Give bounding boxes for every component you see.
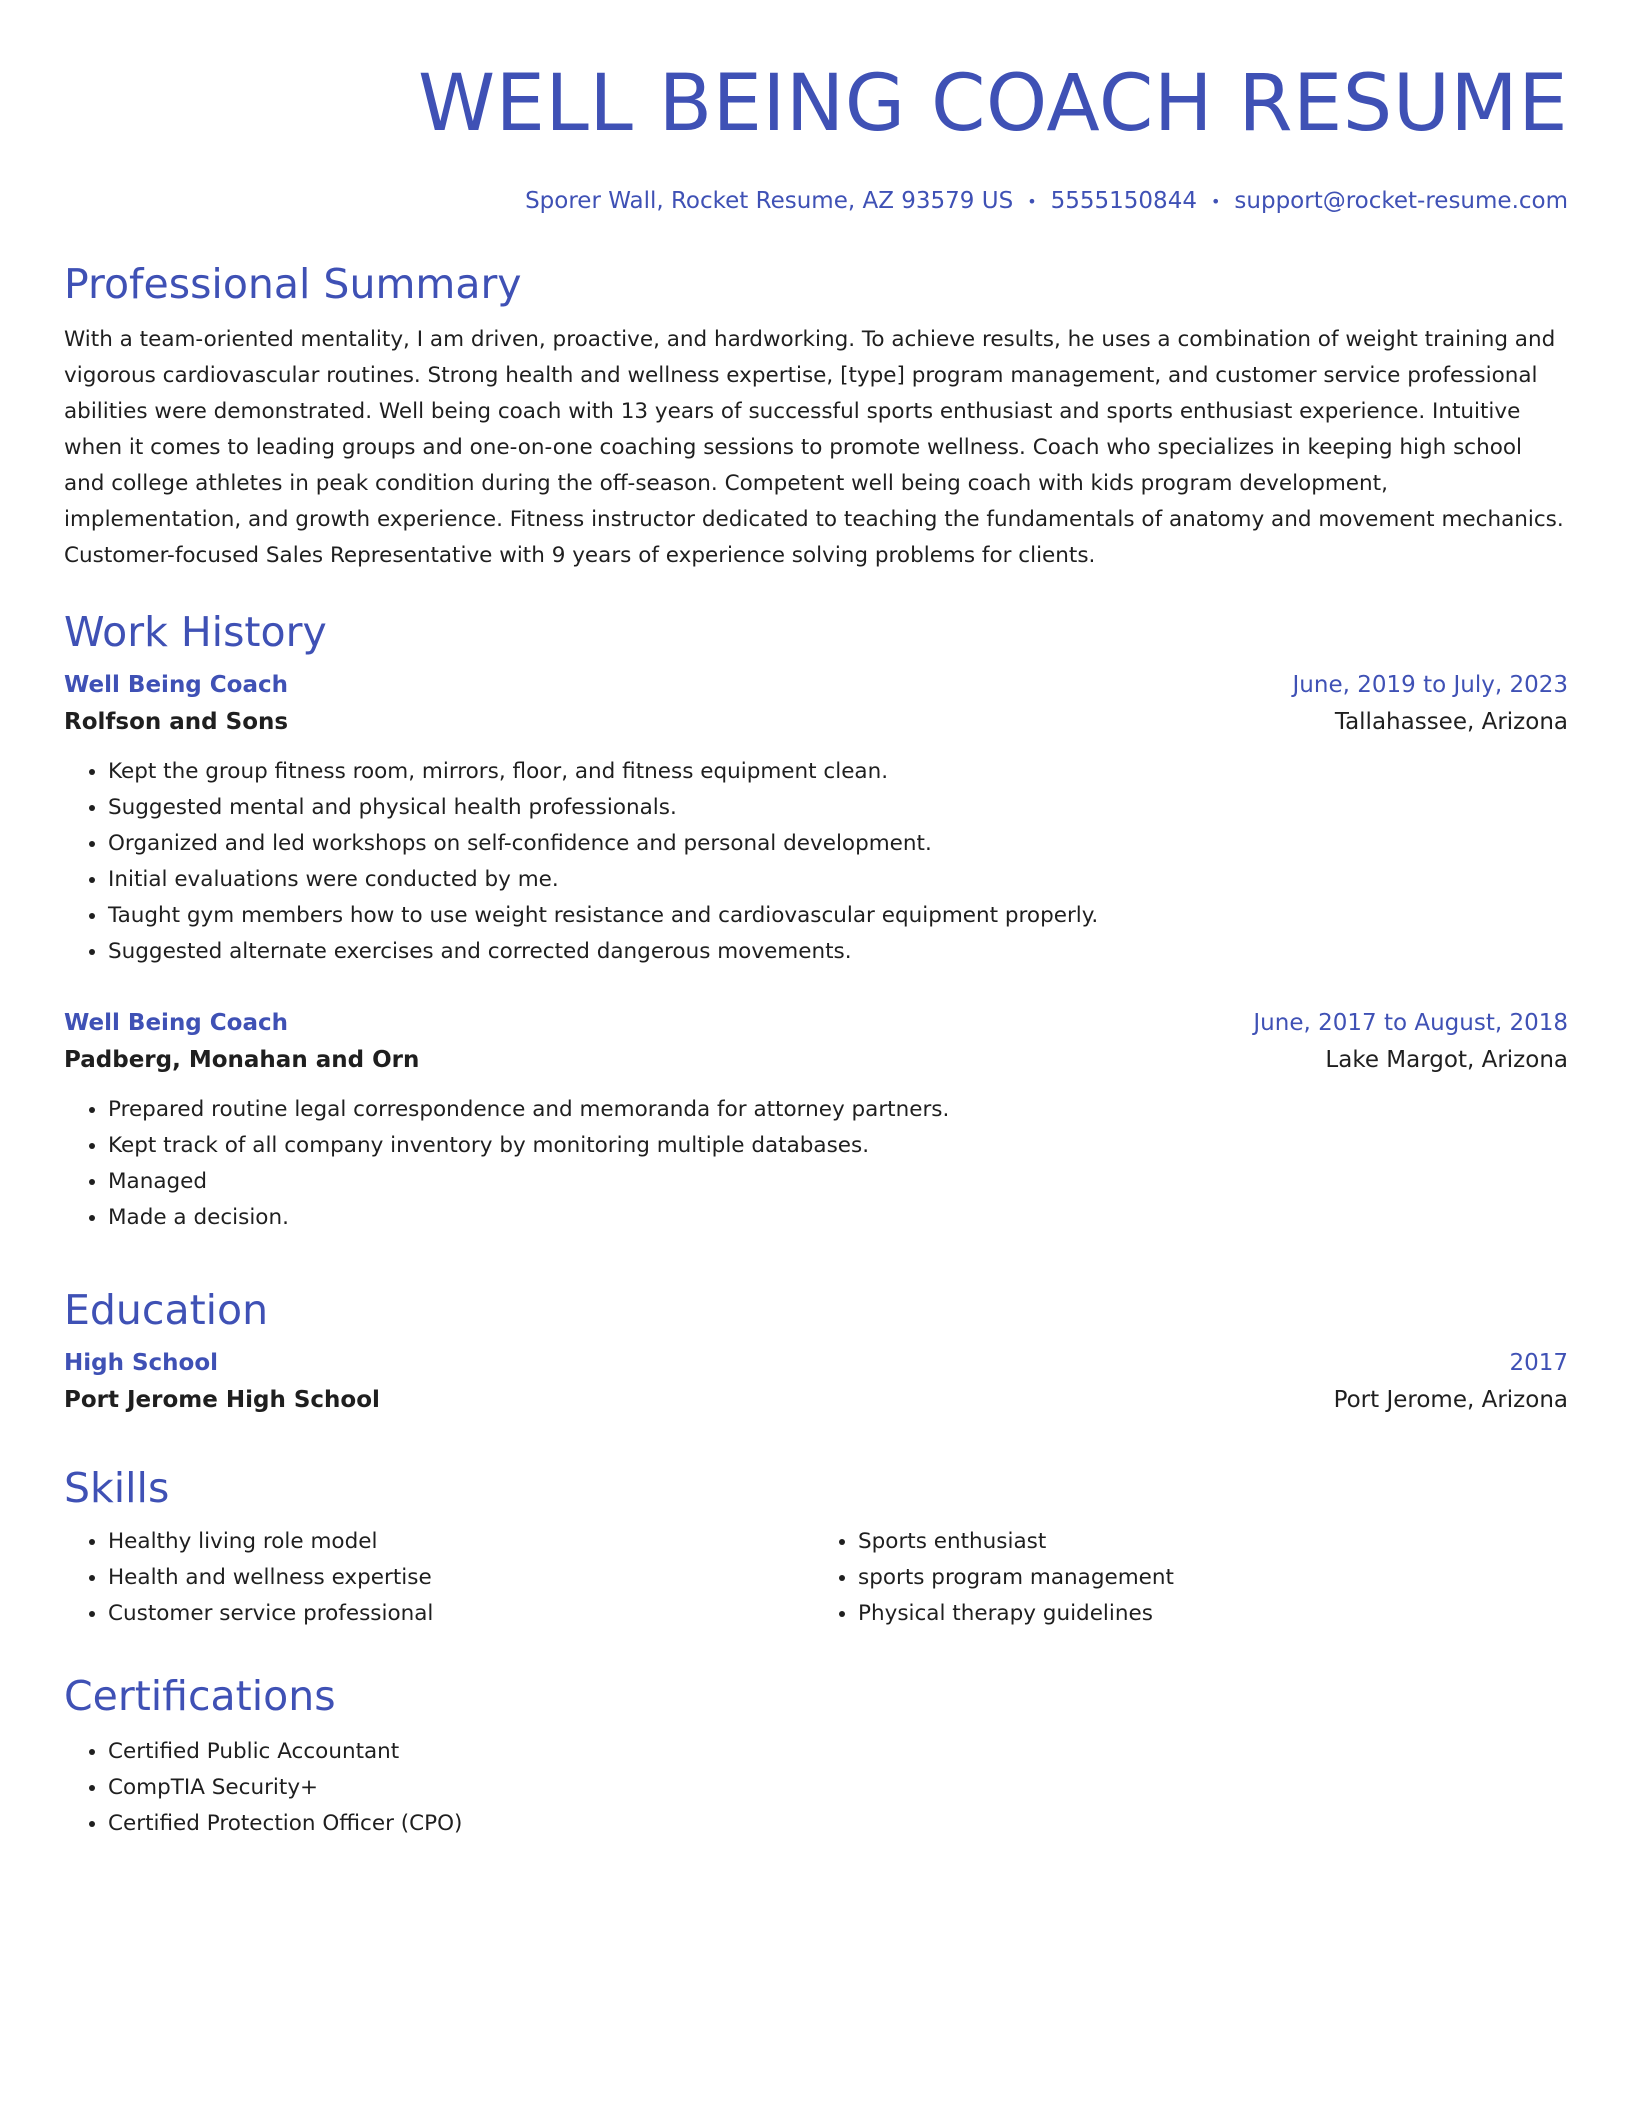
job-title-row bbox=[64, 668, 1568, 702]
job-duty: • Managed bbox=[108, 1164, 1568, 1200]
education-school: Port Jerome High School bbox=[64, 1387, 380, 1413]
job-company: Padberg, Monahan and Orn bbox=[64, 1047, 420, 1073]
job-company-row bbox=[64, 702, 1568, 742]
job-duty: • Initial evaluations were conducted by me. bbox=[108, 862, 1568, 898]
education-year: 2017 bbox=[1509, 1350, 1568, 1376]
summary-heading: Professional Summary bbox=[64, 260, 522, 308]
education-entry bbox=[64, 1346, 1568, 1420]
job-dates: June, 2017 to August, 2018 bbox=[1253, 1010, 1568, 1036]
job-duty: • Kept track of all company inventory by monitoring multiple databases. bbox=[108, 1128, 1568, 1164]
education-degree: High School bbox=[64, 1350, 219, 1376]
education-section bbox=[64, 1284, 1568, 1420]
education-school-row bbox=[64, 1380, 1568, 1420]
job-duty: • Organized and led workshops on self-confidence and personal development. bbox=[108, 826, 1568, 862]
job-company: Rolfson and Sons bbox=[64, 709, 289, 735]
skills-list-left bbox=[64, 1524, 816, 1632]
certification-item: • Certified Public Accountant bbox=[108, 1734, 1568, 1770]
contact-line bbox=[64, 186, 1568, 217]
education-degree-row bbox=[64, 1346, 1568, 1380]
job-entry bbox=[64, 668, 1568, 970]
job-duty: • Taught gym members how to use weight resistance and cardiovascular equipment properly. bbox=[108, 898, 1568, 934]
job-company-row bbox=[64, 1040, 1568, 1080]
job-dates: June, 2019 to July, 2023 bbox=[1292, 672, 1568, 698]
certifications-section bbox=[64, 1670, 1568, 1842]
skill-item: • Health and wellness expertise bbox=[108, 1560, 816, 1596]
summary-text: With a team-oriented mentality, I am driven, proactive, and hardworking. To achieve results, he uses a combination of weight training and vigorous cardiovascular routines. Strong health and wellness expertise, [type] program management, and customer service professional abilities were demonstrated. Well being coach with 13 years of successful sports enthusiast and sports enthusiast experience. Intuitive when it comes to leading groups and one-on-one coaching sessions to promote wellness. Coach who specializes in keeping high school and college athletes in peak condition during the off-season. Competent well being coach with kids program development, implementation, and growth experience. Fitness instructor dedicated to teaching the fundamentals of anatomy and movement mechanics. Customer-focused Sales Representative with 9 years of experience solving problems for clients. bbox=[64, 327, 1564, 568]
job-title-row bbox=[64, 1006, 1568, 1040]
skills-list-right bbox=[816, 1524, 1568, 1632]
job-duties-list bbox=[64, 1092, 1568, 1236]
certification-item: • Certified Protection Officer (CPO) bbox=[108, 1806, 1568, 1842]
skill-item: • Sports enthusiast bbox=[858, 1524, 1568, 1560]
job-location: Lake Margot, Arizona bbox=[1325, 1047, 1568, 1073]
contact-separator: • bbox=[1210, 191, 1221, 211]
skill-item: • Healthy living role model bbox=[108, 1524, 816, 1560]
contact-separator: • bbox=[1027, 191, 1037, 211]
education-location: Port Jerome, Arizona bbox=[1333, 1387, 1568, 1413]
resume-header bbox=[64, 0, 1568, 217]
job-duty: • Prepared routine legal correspondence and memoranda for attorney partners. bbox=[108, 1092, 1568, 1128]
resume-name: WELL BEING COACH RESUME bbox=[417, 59, 1568, 149]
job-duty: • Suggested alternate exercises and corrected dangerous movements. bbox=[108, 934, 1568, 970]
certifications-list bbox=[64, 1734, 1568, 1842]
job-duty: • Suggested mental and physical health professionals. bbox=[108, 790, 1568, 826]
skills-section bbox=[64, 1462, 1568, 1632]
skill-item: • sports program management bbox=[858, 1560, 1568, 1596]
contact-phone: 5555150844 bbox=[1050, 188, 1197, 214]
certifications-heading: Certifications bbox=[64, 1672, 336, 1720]
summary-section bbox=[64, 258, 1568, 574]
work-history-heading: Work History bbox=[64, 608, 327, 656]
job-duty: • Made a decision. bbox=[108, 1200, 1568, 1236]
work-history-section bbox=[64, 606, 1568, 1236]
job-duty: • Kept the group fitness room, mirrors, floor, and fitness equipment clean. bbox=[108, 754, 1568, 790]
job-entry bbox=[64, 1006, 1568, 1236]
certification-item: • CompTIA Security+ bbox=[108, 1770, 1568, 1806]
skill-item: • Physical therapy guidelines bbox=[858, 1596, 1568, 1632]
skills-grid bbox=[64, 1524, 1568, 1632]
job-location: Tallahassee, Arizona bbox=[1334, 709, 1568, 735]
skills-heading: Skills bbox=[64, 1464, 170, 1512]
education-heading: Education bbox=[64, 1286, 269, 1334]
job-duties-list bbox=[64, 754, 1568, 970]
job-title: Well Being Coach bbox=[64, 1010, 288, 1036]
skill-item: • Customer service professional bbox=[108, 1596, 816, 1632]
contact-address: Sporer Wall, Rocket Resume, AZ 93579 US bbox=[525, 188, 1014, 214]
contact-email[interactable]: support@rocket-resume.com bbox=[1234, 188, 1568, 214]
job-title: Well Being Coach bbox=[64, 672, 288, 698]
